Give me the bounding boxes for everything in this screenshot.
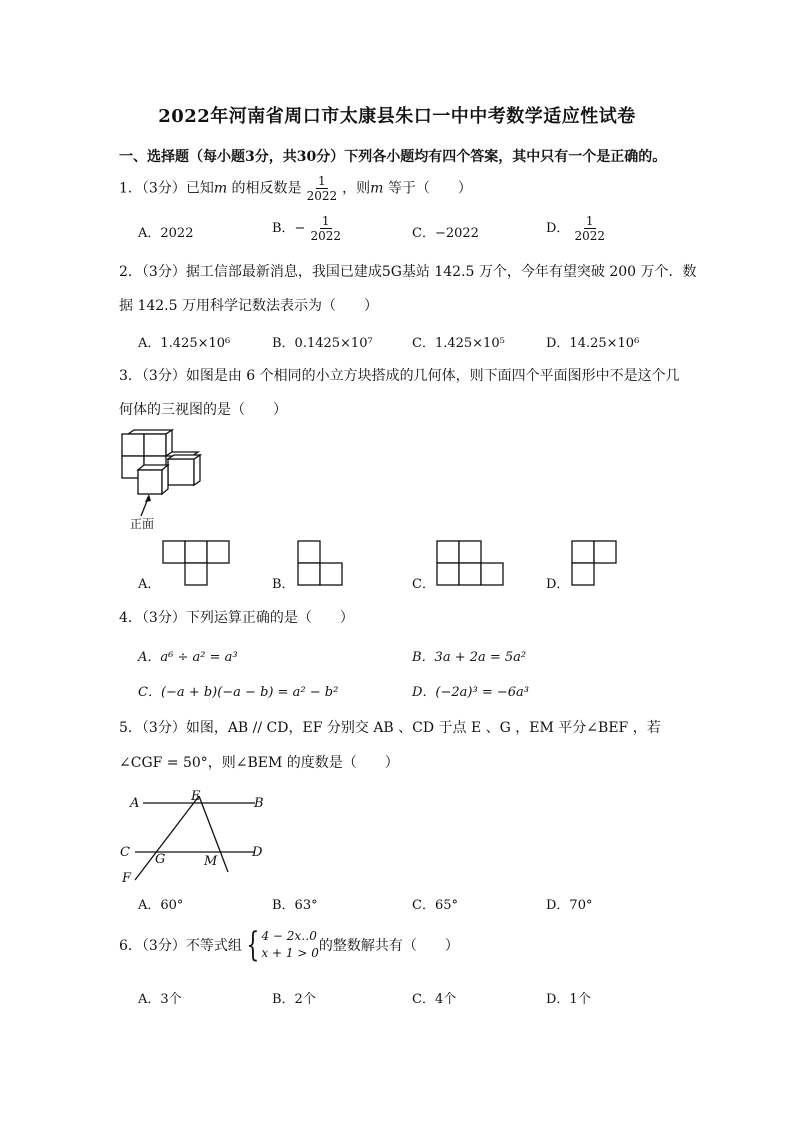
fraction: $\frac{1}{2022}$: [306, 174, 338, 203]
q5-option-c[interactable]: C．65°: [412, 898, 458, 913]
point-label-e: E: [191, 789, 201, 804]
q1-option-d[interactable]: D． $\frac{1}{2022}$: [546, 214, 605, 243]
question-2-line-1: 2．（3分）据工信部最新消息，我国已建成5G基站 142.5 万个，今年有望突破 200 万个．数: [119, 264, 697, 280]
point-label-m: M: [204, 854, 218, 869]
q2-option-b[interactable]: B．0.1425×10⁷: [272, 336, 373, 351]
q4-option-b[interactable]: B．3a + 2a = 5a²: [412, 650, 527, 665]
inequality-system: { 4 − 2x‥0 x + 1 > 0: [246, 925, 319, 965]
q2-option-c[interactable]: C．1.425×10⁵: [412, 336, 505, 351]
q4-option-a[interactable]: A．a⁶ ÷ a² = a³: [138, 650, 238, 665]
q5-option-d[interactable]: D．70°: [546, 898, 593, 913]
point-label-a: A: [130, 796, 140, 811]
q5-option-b[interactable]: B．63°: [272, 898, 318, 913]
q1-option-a[interactable]: A．2022: [138, 226, 194, 241]
question-4-stem: 4．（3分）下列运算正确的是（ ）: [119, 610, 354, 626]
point-label-c: C: [120, 845, 130, 860]
q2-option-d[interactable]: D．14.25×10⁶: [546, 336, 640, 351]
question-3-line-2: 何体的三视图的是（ ）: [119, 402, 287, 418]
q6-option-d[interactable]: D．1个: [546, 992, 591, 1007]
cube-solid-figure: [118, 430, 208, 525]
q3-option-c[interactable]: C．: [412, 577, 435, 592]
q1-option-c[interactable]: C．−2022: [412, 226, 479, 241]
q3-option-b-figure: [297, 540, 345, 586]
q3-option-a-figure: [162, 540, 232, 586]
q4-option-d[interactable]: D．(−2a)³ = −6a³: [412, 685, 529, 700]
question-2-line-2: 据 142.5 万用科学记数法表示为（ ）: [119, 298, 378, 314]
question-5-line-1: 5．（3分）如图，AB // CD，EF 分别交 AB 、CD 于点 E 、G ，EM 平分∠BEF ，若: [119, 720, 661, 736]
point-label-d: D: [252, 845, 263, 860]
q3-option-d-figure: [571, 540, 619, 586]
page-title: 2022年河南省周口市太康县朱口一中中考数学适应性试卷: [158, 106, 636, 127]
q1-option-b[interactable]: B．− $\frac{1}{2022}$: [272, 214, 341, 243]
front-view-label: 正面: [130, 517, 155, 531]
point-label-f: F: [122, 871, 132, 886]
q4-option-c[interactable]: C．(−a + b)(−a − b) = a² − b²: [138, 685, 339, 700]
question-1-stem: 1．（3分）已知m 的相反数是 $\frac{1}{2022}$ ，则m 等于（ ）: [119, 174, 472, 203]
q3-option-b[interactable]: B．: [272, 577, 295, 592]
q6-option-c[interactable]: C．4个: [412, 992, 457, 1007]
q3-option-c-figure: [436, 540, 508, 586]
q3-option-a[interactable]: A．: [138, 577, 161, 592]
question-5-line-2: ∠CGF = 50°，则∠BEM 的度数是（ ）: [119, 755, 399, 771]
section-heading: 一、选择题（每小题3分，共30分）下列各小题均有四个答案，其中只有一个是正确的。: [119, 149, 667, 165]
q6-option-a[interactable]: A．3个: [138, 992, 182, 1007]
question-6-stem: 6．（3分）不等式组 { 4 − 2x‥0 x + 1 > 0 的整数解共有（ ）: [119, 925, 459, 965]
q6-option-b[interactable]: B．2个: [272, 992, 316, 1007]
q5-option-a[interactable]: A．60°: [138, 898, 184, 913]
q2-option-a[interactable]: A．1.425×10⁶: [138, 336, 231, 351]
point-label-b: B: [254, 796, 264, 811]
question-3-line-1: 3．（3分）如图是由 6 个相同的小立方块搭成的几何体，则下面四个平面图形中不是这个几: [119, 368, 680, 384]
point-label-g: G: [155, 852, 166, 867]
q3-option-d[interactable]: D．: [546, 577, 570, 592]
